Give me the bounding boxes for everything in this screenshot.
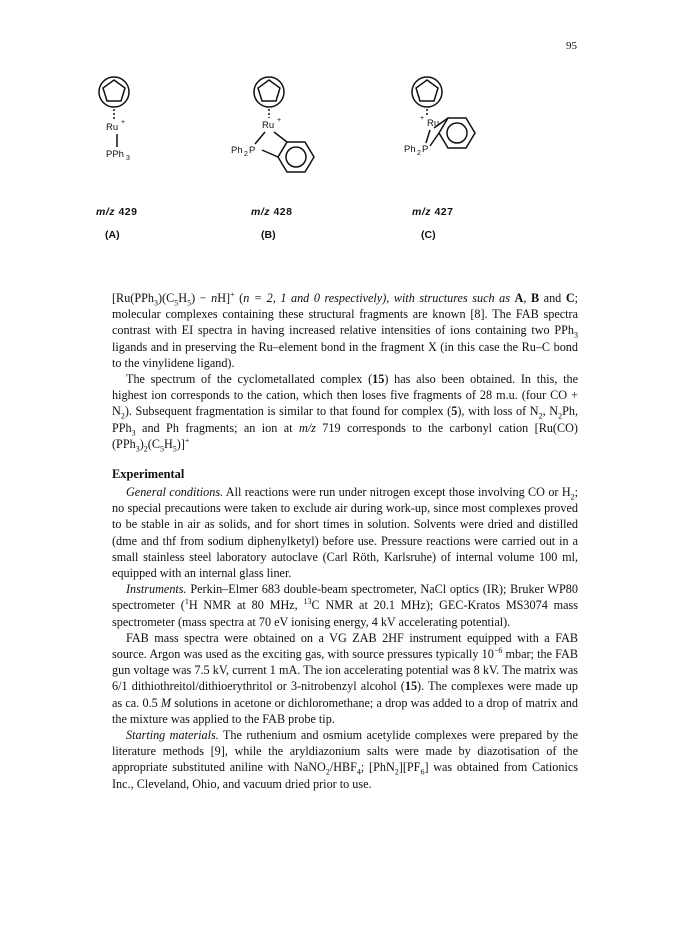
experimental-body bbox=[112, 484, 578, 792]
structure-c-ligand-tail: P bbox=[422, 144, 429, 155]
structure-c-metal: Ru bbox=[427, 118, 440, 129]
paragraph-cyclometallated: The spectrum of the cyclometallated complex (15) has also been obtained. In this, the highest ion corresponds to the cation, which then loses five fragments of 28 m.u. (four CO + $N_2$). Subsequent fragmentation is similar to that found for complex (5), with loss of $N_2$, $N_2Ph$, PPh$_3$ and Ph fragments; an ion at m/z 719 corresponds to the carbonyl cation $[Ru(CO)(PPh_3)_2(C_5H_5)]^+$ bbox=[112, 372, 579, 454]
structure-a-ligand: PPh bbox=[106, 149, 124, 160]
paragraph-instruments: Instruments. Perkin–Elmer 683 double-beam spectrometer, NaCl optics (IR); Bruker WP80 spectrometer ($^1$H NMR at 80 MHz, $^{13}$C NMR at 20.1 MHz); GEC-Kratos MS3074 mass spectrometer (mass spectra at 70 eV ionising energy, 4 kV accelerating potential). bbox=[112, 582, 578, 629]
structure-c-charge: + bbox=[420, 115, 425, 122]
structure-c-ligand: Ph bbox=[404, 144, 416, 155]
structure-b-ligand: Ph bbox=[231, 145, 243, 156]
structure-b-ligand-sub: 2 bbox=[244, 151, 248, 158]
structure-c-ligand-sub: 2 bbox=[417, 150, 421, 157]
structure-a-metal: Ru bbox=[106, 122, 119, 133]
paragraph-general-conditions: General conditions. All reactions were run under nitrogen except those involving CO or $H_2$; no special precautions were taken to exclude air during work-up, since most complexes proved to be stable in air as solids, and for short times in solution. Solvents were dried and distilled (dme and thf from sodium diphenylketyl) before use. Pressure reactions were carried out in a small stainless steel laboratory autoclave (Carl Röth, Karlsruhe) of internal volume 100 ml, equipped with an internal glass liner. bbox=[112, 485, 579, 581]
structure-a-ligand-sub: 3 bbox=[126, 155, 130, 162]
section-heading-experimental: Experimental bbox=[112, 467, 185, 481]
structure-b-mz: m/z 428 bbox=[251, 206, 293, 218]
structure-b-charge: + bbox=[277, 117, 282, 124]
structure-b-metal: Ru bbox=[262, 120, 275, 131]
structure-a-mz: m/z 429 bbox=[96, 206, 138, 218]
paragraph-fab-method: FAB mass spectra were obtained on a VG ZAB 2HF instrument equipped with a FAB source. Argon was used as the exciting gas, with source pressures typically $10^{-6}$ mbar; the FAB gun voltage was 7.5 kV, current 1 mA. The ion accelerating potential was 8 kV. The matrix was 6/1 dithiothreitol/dithioerythritol or 3-nitrobenzyl alcohol (15). The complexes were made up as ca. 0.5 M solutions in acetone or dichloromethane; a drop was added to a drop of matrix and the mixture was applied to the FAB probe tip. bbox=[112, 630, 578, 726]
paragraph-fab-results: $[Ru(PPh_3)(C_5H_5) - nH]^+$ (n = 2, 1 and 0 respectively), with structures such as A, B and C; molecular complexes containing these structural fragments are known [8]. The FAB spectra contrast with EI spectra in having increased relative intensities of ions containing two PPh$_3$ ligands and in preserving the Ru–element bond in the fragment X (in this case the Ru–C bond to the vinylidene ligand). bbox=[112, 289, 579, 370]
structure-b-ligand-tail: P bbox=[249, 145, 256, 156]
structure-c-label: (C) bbox=[421, 229, 436, 241]
paragraph-starting-materials: Starting materials. The ruthenium and osmium acetylide complexes were prepared by the literature methods [9], while the aryldiazonium salts were made by diazotisation of the appropriate substituted aniline with $NaNO_2/HBF_4$; $[PhN_2][PF_6]$ was obtained from Cationics Inc., Cleveland, Ohio, and vacuum dried prior to use. bbox=[112, 728, 579, 791]
structure-a-charge: + bbox=[121, 119, 126, 126]
structure-c-mz: m/z 427 bbox=[412, 206, 454, 218]
structure-a-cp-ring bbox=[99, 77, 129, 147]
structure-a-label: (A) bbox=[105, 229, 120, 241]
structure-b-label: (B) bbox=[261, 229, 276, 241]
page-number: 95 bbox=[566, 40, 577, 52]
structure-c-cp-ring bbox=[412, 77, 475, 148]
structure-figures bbox=[0, 0, 680, 260]
